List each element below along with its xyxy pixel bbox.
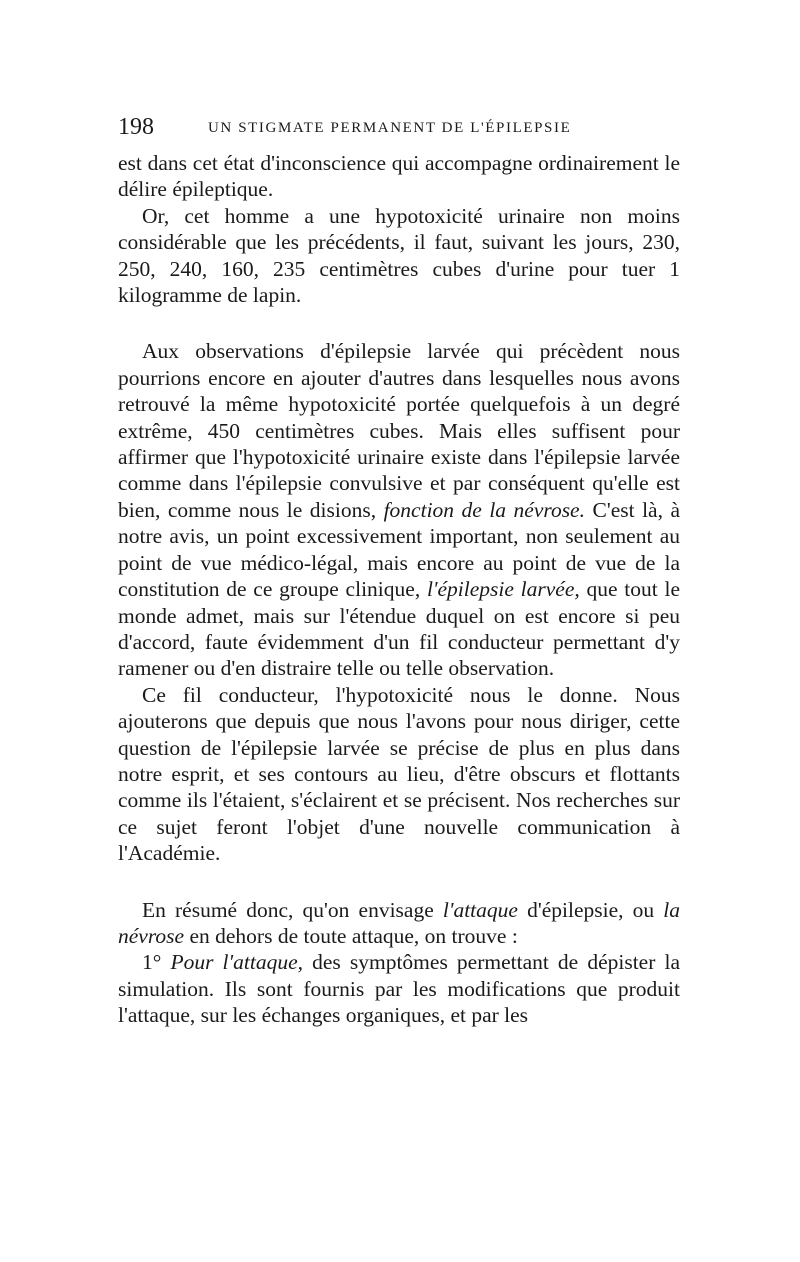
text-run: en dehors de toute attaque, on trouve : (184, 923, 518, 948)
section-gap (118, 308, 680, 338)
page-header (118, 112, 680, 144)
italic-run: l'épilepsie larvée, (426, 577, 580, 602)
running-title: UN STIGMATE PERMANENT DE L'ÉPILEPSIE (208, 120, 572, 136)
italic-run: la névrose (118, 897, 680, 948)
paragraph-continuation: est dans cet état d'inconscience qui accompagne ordinairement le délire épileptique. (118, 151, 680, 202)
text-run: des symptômes permettant de dépister la simulation. Ils sont fournis par les modifications que produit l'attaque, sur les échanges organiques, et par les (118, 950, 681, 1028)
text-run: C'est là, à notre avis, un point excessivement important, non seulement au point de vue médico-légal, mais encore au point de vue de la constitution de ce groupe clinique, (118, 497, 680, 602)
paragraph-guiding-thread: Ce fil conducteur, l'hypotoxicité nous le donne. Nous ajouterons que depuis que nous l'avons pour nous diriger, cette question de l'épilepsie larvée se précise de plus en plus dans notre esprit, et ses contours au lieu, d'être obscurs et flottants comme ils l'étaient, s'éclairent et se précisent. Nos recherches sur ce sujet feront l'objet d'une nouvelle communication à l'Académie. (118, 682, 680, 866)
page-number: 198 (118, 114, 154, 140)
paragraph-larval-epilepsy (118, 338, 680, 681)
italic-run: Pour l'attaque, (170, 950, 303, 975)
text-run: d'épilepsie, ou (517, 897, 664, 922)
section-gap (118, 867, 680, 897)
text-run: que tout le monde admet, mais sur l'étendue duquel on est encore si peu d'accord, faute évidemment d'un fil conducteur permettant d'y ramener ou d'en distraire telle ou telle observation. (118, 577, 680, 681)
paragraph-summary (118, 897, 680, 950)
body-text (118, 150, 680, 1029)
italic-run: l'attaque (442, 897, 518, 922)
italic-run: fonction de la névrose. (383, 497, 585, 522)
text-run: Aux observations d'épilepsie larvée qui précèdent nous pourrions encore en ajouter d'autres dans lesquelles nous avons retrouvé la même hypotoxicité portée quelquefois à un degré extrême, 450 centimètres cubes. Mais elles suffisent pour affirmer que l'hypotoxicité urinaire existe dans l'épilepsie larvée comme dans l'épilepsie convulsive et par conséquent qu'elle est bien, comme nous le disions, (118, 339, 680, 522)
text-run: En résumé donc, qu'on envisage (142, 897, 443, 922)
paragraph-hypotoxicity-values: Or, cet homme a une hypotoxicité urinaire non moins considérable que les précédents, il faut, suivant les jours, 230, 250, 240, 160, 235 centimètres cubes d'urine pour tuer 1 kilogramme de lapin. (118, 203, 680, 308)
paragraph-point-one (118, 949, 680, 1028)
text-run: 1° (142, 950, 171, 975)
